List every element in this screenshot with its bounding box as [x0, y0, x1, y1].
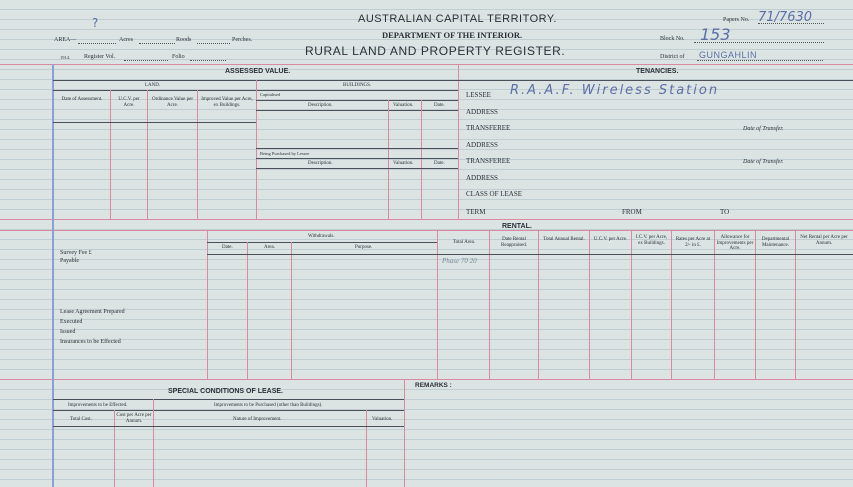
papers-dots: [758, 17, 824, 24]
col-improved: Improved Value per Acre, ex Buildings.: [201, 97, 253, 108]
block-label: Block No.: [660, 36, 685, 42]
cost-per-acre: Cost per Acre per Annum.: [116, 413, 152, 424]
improvements-purchased: Improvements to be Purchased (other than Buildings).: [214, 403, 323, 408]
survey-fee-label: Survey Fee £: [60, 250, 92, 256]
rent-col-7: [714, 230, 715, 379]
rent-col-2: [489, 230, 490, 379]
roods-label: Roods: [176, 37, 192, 43]
total-area: Total Area.: [452, 240, 476, 245]
rent-col-3: [538, 230, 539, 379]
bld-col-1: [388, 100, 389, 219]
form-code: 1914.: [60, 55, 71, 60]
block-dots: [694, 36, 824, 43]
acres-label: Acres: [119, 37, 133, 43]
net-rental: Net Rental per Acre per Annum.: [800, 235, 848, 246]
vol-dots: [124, 54, 168, 61]
area-question-mark: ?: [92, 16, 99, 30]
withdrawals-rule: [207, 242, 437, 243]
payable-label: Payable: [60, 258, 79, 264]
district-dots: [697, 54, 823, 61]
special-rule: [53, 399, 404, 400]
special-valuation: Valuation.: [372, 417, 393, 422]
rent-col-4: [589, 230, 590, 379]
issued-label: Issued: [60, 329, 76, 335]
from-label: FROM: [622, 208, 642, 216]
col-line-2: [147, 90, 148, 219]
assessed-title: ASSESSED VALUE.: [225, 68, 291, 75]
purch-sub-rule: [256, 168, 458, 169]
transferee-label-2: TRANSFEREE: [466, 157, 511, 165]
purch-top-rule: [256, 148, 458, 149]
acres-dots: [139, 37, 175, 44]
rent-col-6: [671, 230, 672, 379]
to-label: TO: [720, 208, 730, 216]
roods-dots: [197, 37, 230, 44]
purch-description: Description.: [308, 161, 333, 166]
lessee-value: R.A.A.F. Wireless Station: [510, 83, 720, 98]
papers-value: 71/7630: [758, 10, 813, 25]
district-label: District of: [660, 54, 685, 60]
transferee-label-1: TRANSFEREE: [466, 124, 511, 132]
date-rental: Date Rental Reappraised.: [501, 237, 527, 248]
remarks-label: REMARKS :: [415, 382, 452, 389]
area-label: AREA—: [54, 37, 77, 43]
special-header-rule: [53, 426, 404, 427]
capitalised-label: Capitalised: [260, 92, 281, 97]
district-value: GUNGAHLIN: [699, 50, 758, 60]
executed-label: Executed: [60, 319, 83, 325]
w-date: Date.: [222, 245, 233, 250]
folio-label: Folio: [172, 54, 185, 60]
rent-col-1: [437, 230, 438, 379]
register-vol-label: Register Vol.: [84, 54, 116, 60]
date-of-transfer-1: Date of Transfer.: [743, 126, 784, 132]
being-purchased-label: Being Purchased by Lessee: [260, 151, 310, 156]
icv-rental: I.C.V. per Acre, ex Buildings.: [635, 235, 668, 246]
improvements-effected: Improvements to be Effected.: [68, 403, 128, 408]
block-value: 153: [700, 25, 731, 44]
total-cost: Total Cost.: [70, 417, 92, 422]
land-subheader-rule: [53, 122, 256, 123]
w-area: Area.: [264, 245, 275, 250]
tenancies-title: TENANCIES.: [636, 68, 679, 75]
col-date-assessment: Date of Assessment.: [61, 97, 103, 102]
total-annual: Total Annual Rental.: [543, 237, 585, 242]
purch-rule: [256, 158, 458, 159]
margin-line: [52, 64, 54, 487]
territory-title: AUSTRALIAN CAPITAL TERRITORY.: [358, 13, 557, 25]
perches-label: Perches.: [232, 37, 253, 43]
term-label: TERM: [466, 208, 486, 216]
sp-col-3: [366, 410, 367, 487]
special-sub-rule: [53, 410, 404, 411]
rent-col-left: [207, 230, 208, 379]
rule-mid1: [0, 219, 853, 220]
sp-col-1: [114, 410, 115, 487]
purch-date: Date.: [434, 161, 445, 166]
register-title: RURAL LAND AND PROPERTY REGISTER.: [305, 44, 566, 58]
special-title: SPECIAL CONDITIONS OF LEASE.: [168, 388, 283, 395]
rates-rental: Rates per Acre at 2/- in £.: [675, 237, 711, 248]
assessed-right-border: [458, 64, 459, 219]
rule-mid2: [0, 230, 853, 231]
allowance-rental: Allowance for Improvements per Acre.: [716, 235, 754, 251]
special-right-border: [404, 379, 405, 487]
address-label-3: ADDRESS: [466, 174, 498, 182]
area-dots: [78, 37, 116, 44]
department-title: DEPARTMENT OF THE INTERIOR.: [382, 30, 523, 40]
tenancies-rule: [458, 80, 853, 81]
rental-header-rule: [207, 254, 853, 255]
col-line-3: [197, 90, 198, 219]
date-of-transfer-2: Date of Transfer.: [743, 159, 784, 165]
insurances-label: Insurances to be Effected: [60, 339, 121, 345]
col-line-1: [110, 90, 111, 219]
col-ucv: U.C.V. per Acre.: [118, 97, 140, 108]
address-label-1: ADDRESS: [466, 108, 498, 116]
rental-title: RENTAL.: [502, 223, 532, 230]
ucv-rental: U.C.V. per Acre.: [593, 237, 628, 242]
class-of-lease-label: CLASS OF LEASE: [466, 190, 523, 198]
w-col-1: [247, 242, 248, 379]
rent-col-8: [755, 230, 756, 379]
land-title: LAND.: [145, 83, 161, 88]
rule-mid3: [0, 379, 853, 380]
w-col-2: [291, 242, 292, 379]
rent-col-9: [795, 230, 796, 379]
cap-sub-rule: [256, 110, 458, 111]
departmental-rental: Departmental Maintenance.: [761, 237, 790, 248]
rent-col-5: [631, 230, 632, 379]
nature-of-improvement: Nature of Improvement.: [233, 417, 282, 422]
lease-agreement-label: Lease Agreement Prepared: [60, 309, 125, 315]
buildings-title: BUILDINGS.: [343, 83, 372, 88]
cap-date: Date.: [434, 103, 445, 108]
papers-label: Papers No.: [723, 17, 750, 23]
bld-col-2: [421, 100, 422, 219]
col-ordinance: Ordinance Value per Acre.: [151, 97, 193, 108]
lessee-label: LESSEE: [466, 91, 491, 99]
folio-dots: [190, 54, 226, 61]
purch-valuation: Valuation.: [393, 161, 414, 166]
rule-top: [0, 64, 853, 65]
address-label-2: ADDRESS: [466, 141, 498, 149]
cap-rule: [256, 100, 458, 101]
withdrawals-label: Withdrawals.: [308, 234, 335, 239]
cap-description: Description.: [308, 103, 333, 108]
w-purpose: Purpose.: [355, 245, 373, 250]
pencil-note: Phase 70 20: [442, 257, 477, 265]
sp-col-2: [153, 399, 154, 487]
cap-valuation: Valuation.: [393, 103, 414, 108]
